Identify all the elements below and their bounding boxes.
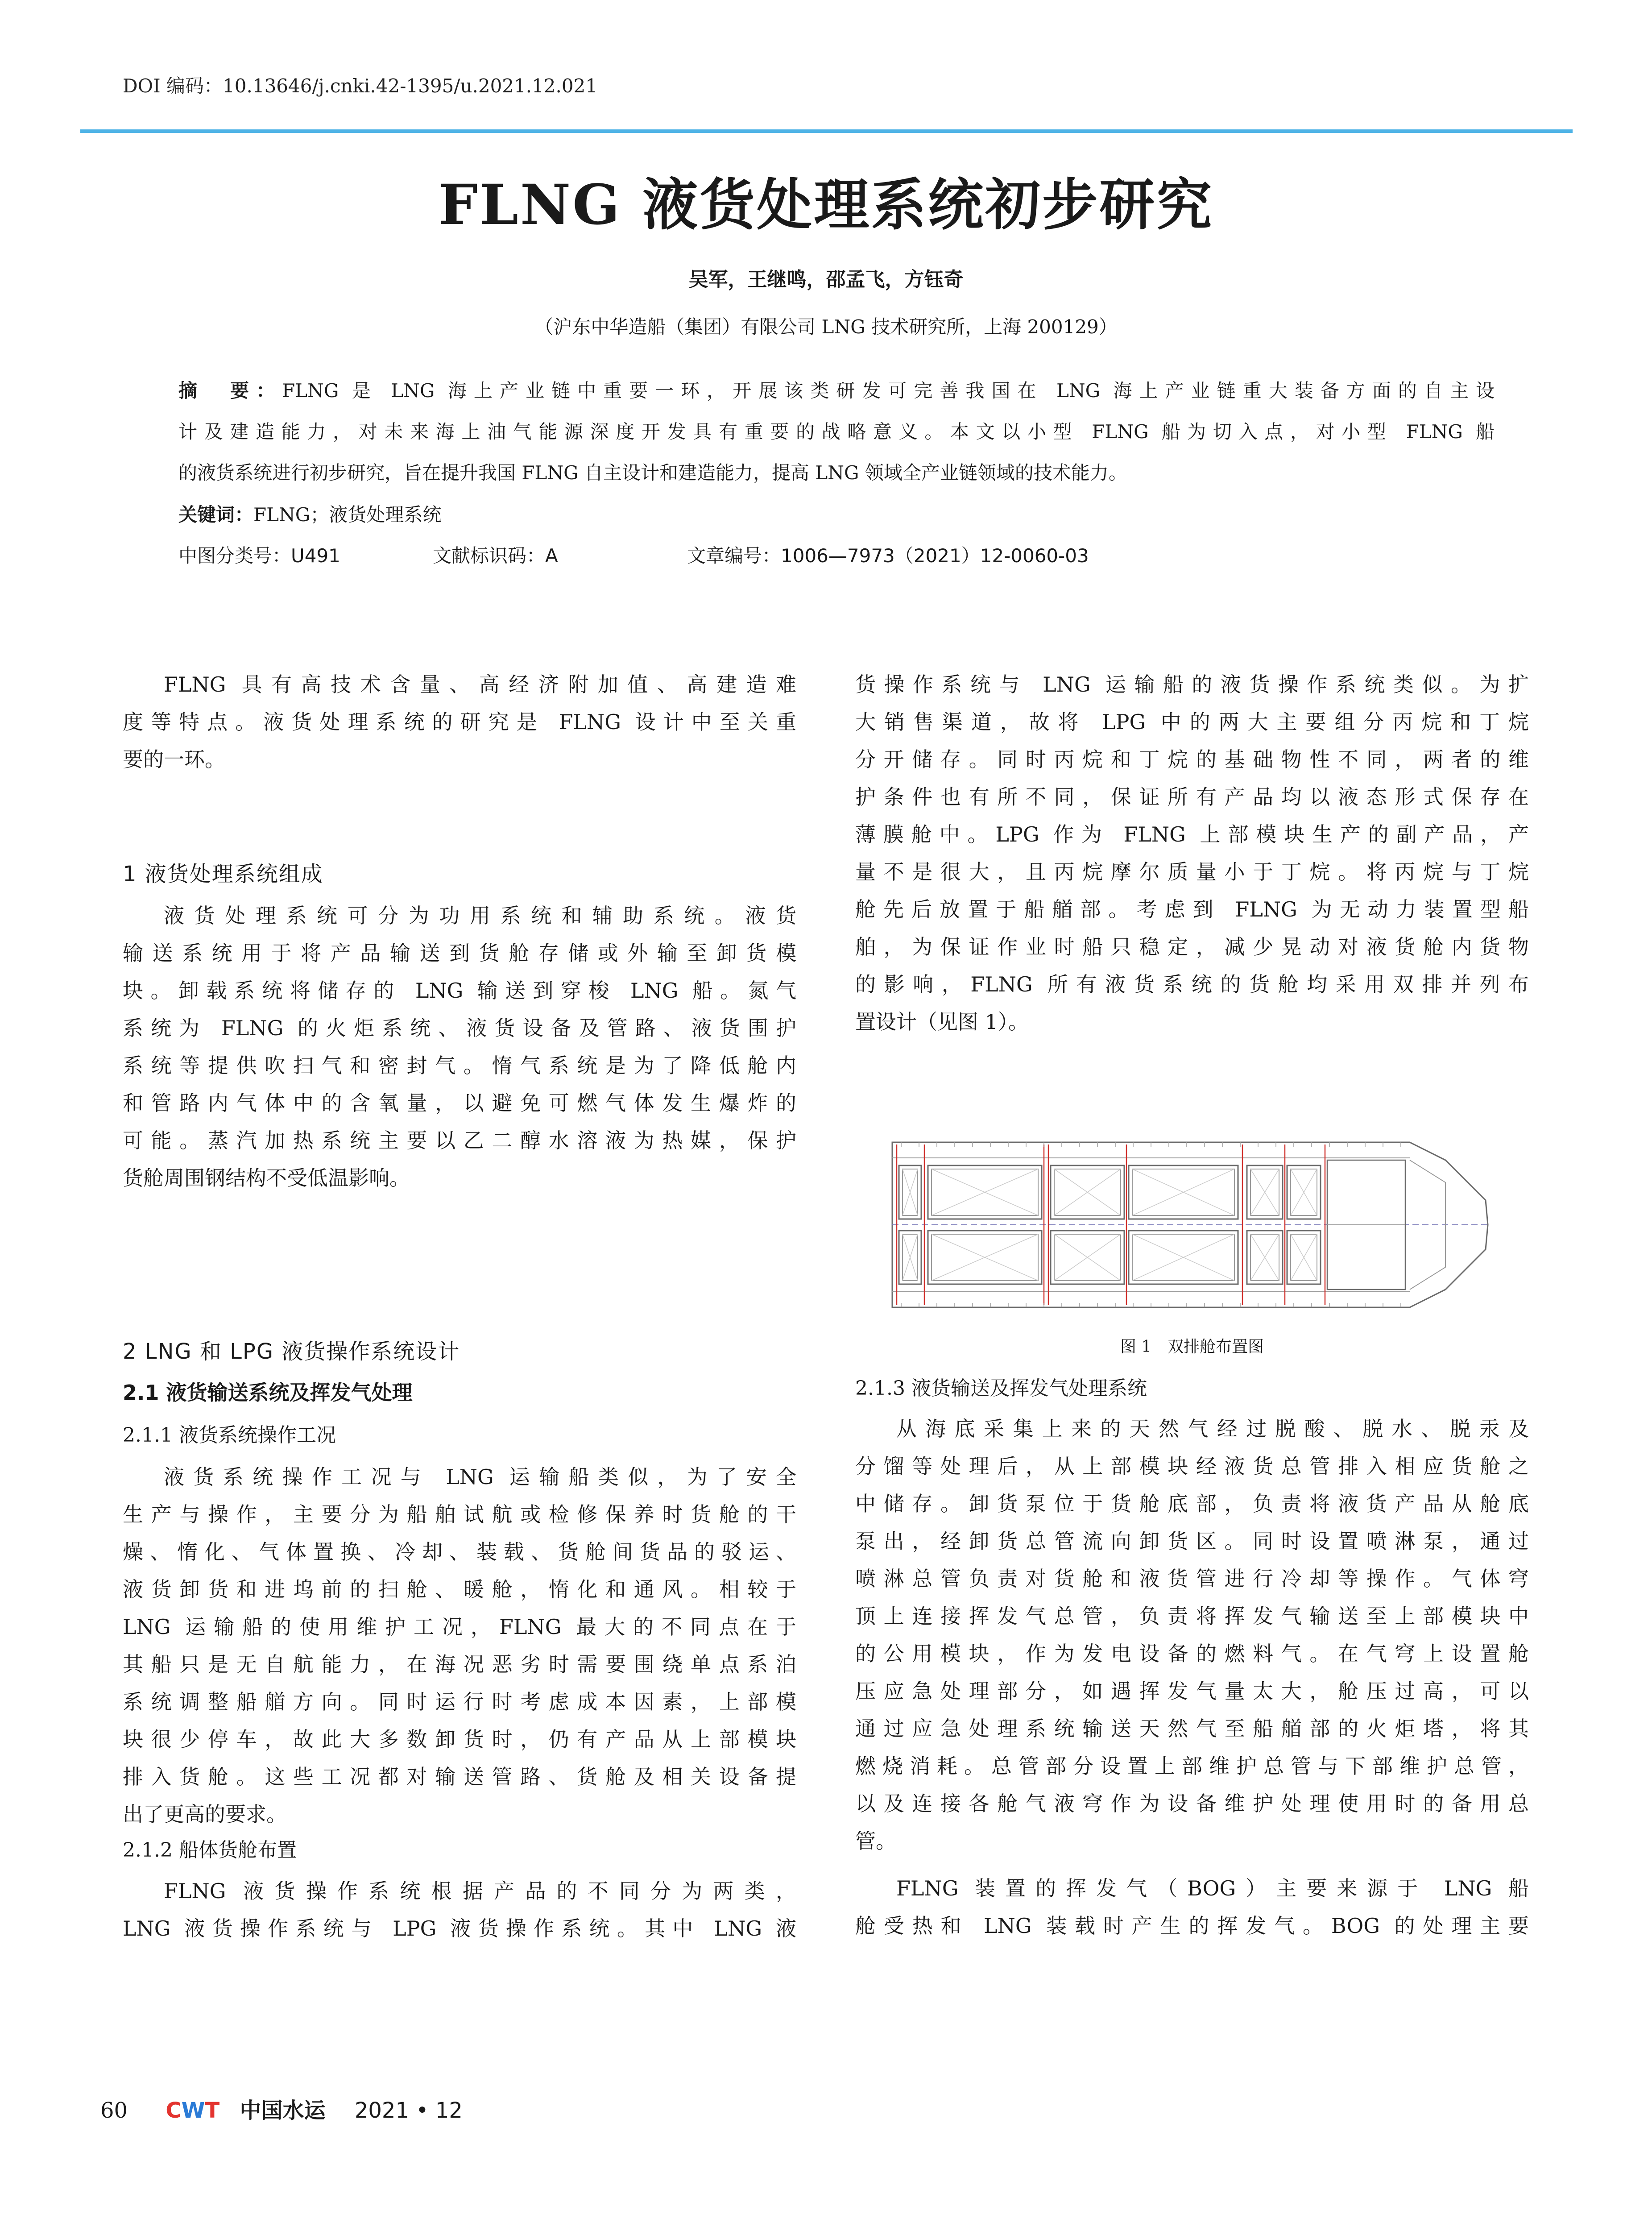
cargo-tank bbox=[1247, 1231, 1283, 1284]
continued-paragraph bbox=[855, 666, 1529, 1041]
figure-1-tank-layout bbox=[888, 1133, 1499, 1316]
paragraph-line: 出了更高的要求。 bbox=[123, 1802, 287, 1826]
paragraph-line: 燃烧消耗。总管部分设置上部维护总管与下部维护总管， bbox=[855, 1754, 1529, 1778]
abstract-block bbox=[178, 370, 1495, 493]
paragraph-line: 系统调整船艏方向。同时运行时考虑成本因素，上部模 bbox=[123, 1690, 796, 1714]
paragraph-line: 薄膜舱中。LPG 作为 FLNG 上部模块生产的副产品，产 bbox=[855, 822, 1529, 846]
page-footer bbox=[100, 2093, 463, 2128]
keywords-line bbox=[178, 494, 441, 535]
paragraph-line: 分开储存。同时丙烷和丁烷的基础物性不同，两者的维 bbox=[855, 747, 1529, 771]
cargo-tank bbox=[1287, 1165, 1321, 1219]
section-2-1-2-heading: 2.1.2 船体货舱布置 bbox=[123, 1839, 297, 1862]
paragraph-line: 液货处理系统可分为功用系统和辅助系统。液货 bbox=[164, 904, 796, 928]
paragraph-line: 护条件也有所不同，保证所有产品均以液态形式保存在 bbox=[855, 785, 1529, 809]
paragraph-line: 系统等提供吹扫气和密封气。惰气系统是为了降低舱内 bbox=[123, 1053, 796, 1078]
affiliation: （沪东中华造船（集团）有限公司 LNG 技术研究所，上海 200129） bbox=[534, 316, 1118, 338]
cargo-tank bbox=[899, 1165, 921, 1219]
paragraph-line: 和管路内气体中的含氧量，以避免可燃气体发生爆炸的 bbox=[123, 1091, 796, 1115]
cargo-tank bbox=[899, 1231, 921, 1284]
paragraph-line: 舶，为保证作业时船只稳定，减少晃动对液货舱内货物 bbox=[855, 935, 1529, 959]
keywords-label: 关键词： bbox=[178, 504, 254, 526]
section-2-1-2-paragraph bbox=[123, 1872, 796, 1947]
clc-number: 中图分类号：U491 bbox=[178, 545, 340, 567]
classification-line bbox=[178, 535, 1249, 576]
paragraph-line: 压应急处理部分，如遇挥发气量太大，舱压过高，可以 bbox=[855, 1679, 1529, 1703]
paragraph-line: FLNG 液货操作系统根据产品的不同分为两类， bbox=[164, 1879, 796, 1903]
paragraph-line: 块很少停车，故此大多数卸货时，仍有产品从上部模块 bbox=[123, 1727, 796, 1751]
bog-paragraph bbox=[855, 1870, 1529, 1945]
paragraph-line: 舱受热和 LNG 装载时产生的挥发气。BOG 的处理主要 bbox=[855, 1914, 1529, 1938]
header-rule bbox=[80, 129, 1573, 133]
paragraph-line: LNG 液货操作系统与 LPG 液货操作系统。其中 LNG 液 bbox=[123, 1916, 796, 1941]
paragraph-line: 量不是很大，且丙烷摩尔质量小于丁烷。将丙烷与丁烷 bbox=[855, 860, 1529, 884]
paragraph-line: 系统为 FLNG 的火炬系统、液货设备及管路、液货围护 bbox=[123, 1016, 796, 1040]
brand-letter-t: T bbox=[205, 2098, 220, 2123]
paragraph-line: 以及连接各舱气液穹作为设备维护处理使用时的备用总 bbox=[855, 1791, 1529, 1816]
paragraph-line: 液货卸货和进坞前的扫舱、暖舱，惰化和通风。相较于 bbox=[123, 1577, 796, 1601]
author-list: 吴军，王继鸣，邵孟飞，方钰奇 bbox=[688, 268, 964, 291]
cargo-tank bbox=[1129, 1165, 1238, 1219]
abstract-line: 的液货系统进行初步研究，旨在提升我国 FLNG 自主设计和建造能力，提高 LNG 领域全产业链领域的技术能力。 bbox=[178, 462, 1127, 484]
issue-number: 2021 • 12 bbox=[354, 2098, 463, 2123]
paragraph-line: FLNG 装置的挥发气（BOG）主要来源于 LNG 船 bbox=[896, 1876, 1529, 1900]
paragraph-line: LNG 运输船的使用维护工况，FLNG 最大的不同点在于 bbox=[123, 1615, 796, 1639]
paragraph-line: 大销售渠道，故将 LPG 中的两大主要组分丙烷和丁烷 bbox=[855, 710, 1529, 734]
page-number: 60 bbox=[100, 2098, 128, 2123]
paragraph-line: 泵出，经卸货总管流向卸货区。同时设置喷淋泵，通过 bbox=[855, 1529, 1529, 1553]
section-1-paragraph bbox=[123, 897, 796, 1197]
paragraph-line: 货操作系统与 LNG 运输船的液货操作系统类似。为扩 bbox=[855, 672, 1529, 697]
intro-paragraph bbox=[123, 666, 796, 778]
paragraph-line: 燥、惰化、气体置换、冷却、装载、货舱间货品的驳运、 bbox=[123, 1540, 796, 1564]
article-title: FLNG 液货处理系统初步研究 bbox=[438, 173, 1214, 237]
section-2-heading: 2 LNG 和 LPG 液货操作系统设计 bbox=[123, 1339, 460, 1364]
paragraph-line: 中储存。卸货泵位于货舱底部，负责将液货产品从舱底 bbox=[855, 1492, 1529, 1516]
keywords-value: FLNG；液货处理系统 bbox=[253, 504, 442, 526]
section-2-1-1-paragraph bbox=[123, 1458, 796, 1833]
paragraph-line: 液货系统操作工况与 LNG 运输船类似，为了安全 bbox=[164, 1465, 796, 1489]
paragraph-line: 可能。蒸汽加热系统主要以乙二醇水溶液为热媒，保护 bbox=[123, 1128, 796, 1153]
section-2-1-3-heading: 2.1.3 液货输送及挥发气处理系统 bbox=[855, 1377, 1147, 1400]
paragraph-line: 块。卸载系统将储存的 LNG 输送到穿梭 LNG 船。氮气 bbox=[123, 979, 796, 1003]
cargo-tank bbox=[1051, 1231, 1124, 1284]
paragraph-line: 从海底采集上来的天然气经过脱酸、脱水、脱汞及 bbox=[896, 1417, 1529, 1441]
paragraph-line: 其船只是无自航能力，在海况恶劣时需要围绕单点系泊 bbox=[123, 1652, 796, 1676]
paragraph-line: 的影响，FLNG 所有液货系统的货舱均采用双排并列布 bbox=[855, 972, 1529, 996]
brand-letter-w: W bbox=[181, 2098, 205, 2123]
paragraph-line: 舱先后放置于船艏部。考虑到 FLNG 为无动力装置型船 bbox=[855, 897, 1529, 921]
doi-line: DOI 编码：10.13646/j.cnki.42-1395/u.2021.12.021 bbox=[123, 75, 598, 97]
paragraph-line: 喷淋总管负责对货舱和液货管进行冷却等操作。气体穹 bbox=[855, 1567, 1529, 1591]
paragraph-line: 度等特点。液货处理系统的研究是 FLNG 设计中至关重 bbox=[123, 710, 796, 734]
cargo-tank bbox=[1051, 1165, 1124, 1219]
document-code: 文献标识码：A bbox=[433, 545, 558, 567]
section-2-1-3-paragraph bbox=[855, 1410, 1529, 1860]
cargo-tank bbox=[1287, 1231, 1321, 1284]
section-1-heading: 1 液货处理系统组成 bbox=[123, 862, 323, 887]
paragraph-line: 排入货舱。这些工况都对输送管路、货舱及相关设备提 bbox=[123, 1765, 796, 1789]
abstract-label: 摘 要： bbox=[178, 380, 282, 402]
paragraph-line: 货舱周围钢结构不受低温影响。 bbox=[123, 1166, 410, 1190]
paragraph-line: 分馏等处理后，从上部模块经液货总管排入相应货舱之 bbox=[855, 1454, 1529, 1478]
paragraph-line: 输送系统用于将产品输送到货舱存储或外输至卸货模 bbox=[123, 941, 796, 965]
paragraph-line: 通过应急处理系统输送天然气至船艏部的火炬塔，将其 bbox=[855, 1717, 1529, 1741]
cargo-tank bbox=[928, 1165, 1042, 1219]
abstract-line bbox=[178, 370, 1495, 411]
section-2-1-1-heading: 2.1.1 液货系统操作工况 bbox=[123, 1424, 336, 1447]
cargo-tank bbox=[1129, 1231, 1238, 1284]
paragraph-line: 置设计（见图 1）。 bbox=[855, 1010, 1029, 1034]
cargo-tank bbox=[1247, 1165, 1283, 1219]
paragraph-line: 管。 bbox=[855, 1829, 896, 1853]
cargo-tank bbox=[928, 1231, 1042, 1284]
section-2-1-heading: 2.1 液货输送系统及挥发气处理 bbox=[123, 1381, 413, 1405]
paragraph-line: 生产与操作，主要分为船舶试航或检修保养时货舱的干 bbox=[123, 1502, 796, 1526]
figure-1-caption: 图 1 双排舱布置图 bbox=[1120, 1338, 1264, 1356]
paragraph-line: FLNG 具有高技术含量、高经济附加值、高建造难 bbox=[164, 672, 796, 697]
paragraph-line: 要的一环。 bbox=[123, 747, 225, 771]
paragraph-line: 顶上连接挥发气总管，负责将挥发气输送至上部模块中 bbox=[855, 1604, 1529, 1628]
brand-letter-c: C bbox=[166, 2098, 182, 2123]
paragraph-line: 的公用模块，作为发电设备的燃料气。在气穹上设置舱 bbox=[855, 1642, 1529, 1666]
article-number: 文章编号：1006—7973（2021）12-0060-03 bbox=[687, 545, 1089, 567]
magazine-name: 中国水运 bbox=[240, 2098, 326, 2123]
abstract-text: FLNG 是 LNG 海上产业链中重要一环，开展该类研发可完善我国在 LNG 海上产业链重大装备方面的自主设 bbox=[282, 380, 1495, 402]
abstract-line: 计及建造能力，对未来海上油气能源深度开发具有重要的战略意义。本文以小型 FLNG 船为切入点，对小型 FLNG 船 bbox=[178, 421, 1495, 443]
